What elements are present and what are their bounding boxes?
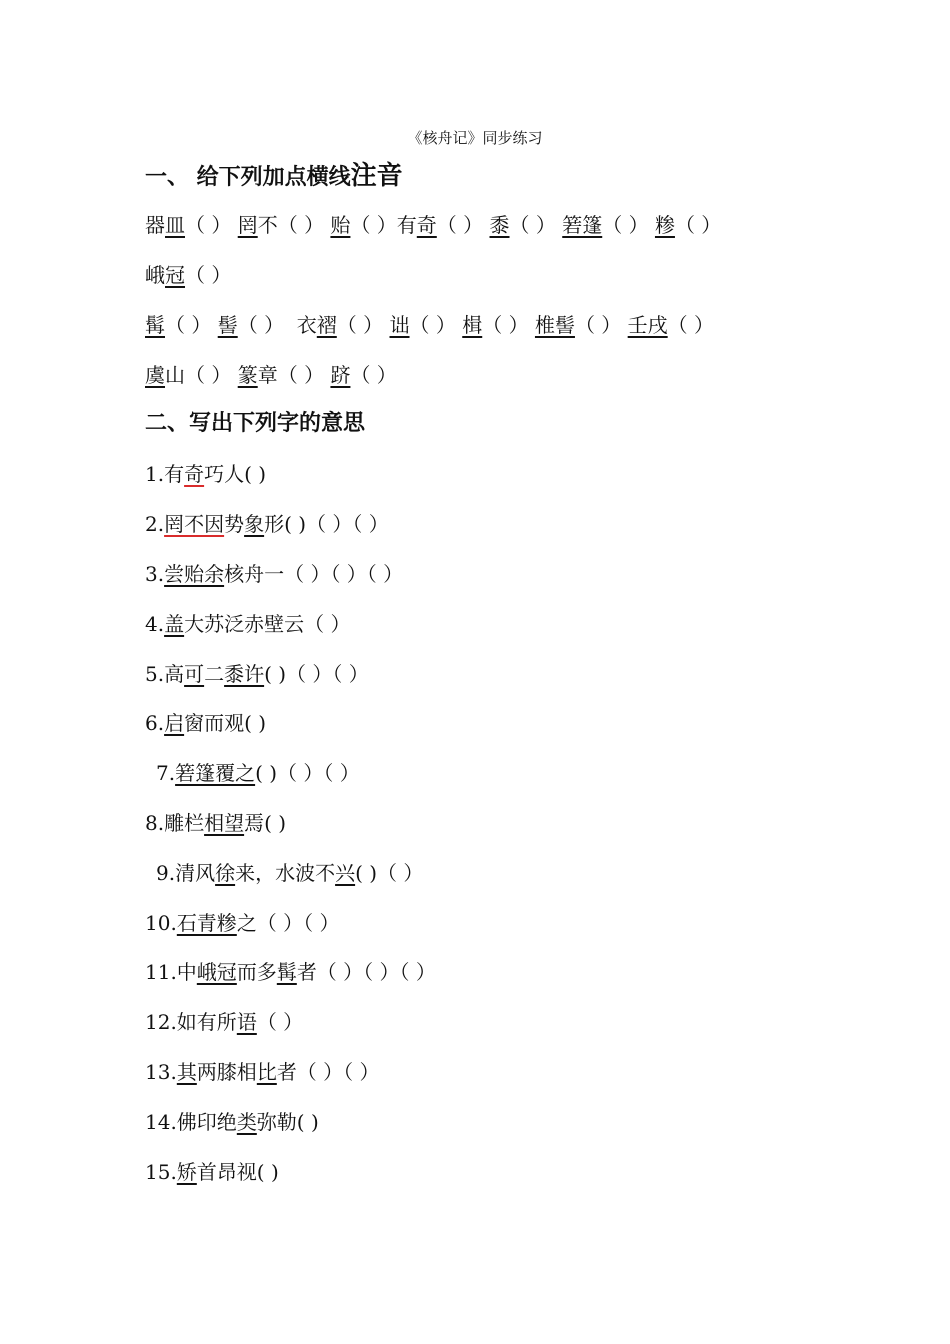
text-fragment: （ ）有 [350,213,417,237]
pinyin-row-1 [145,211,721,239]
text-fragment: （ ） [482,313,529,337]
text-fragment: 章（ ） [257,363,325,387]
text-fragment: （ ） [256,1010,304,1034]
text-fragment: 髻 [217,313,238,337]
text-fragment: （ ） [574,313,622,337]
pinyin-row-3 [145,311,714,339]
text-fragment: 兴 [335,861,356,885]
text-fragment: 楫 [462,313,483,337]
text-fragment: 注音 [350,161,403,191]
text-fragment: 矫 [176,1160,197,1184]
text-fragment: 尝贻余 [164,562,225,586]
text-fragment: 3. [145,562,165,586]
question-7 [156,759,360,787]
text-fragment: 可 [184,662,205,686]
text-fragment: 2. [145,512,165,536]
text-fragment: （ ） [165,313,212,337]
section1-heading [145,162,403,192]
question-3 [145,560,403,588]
text-fragment: 诎 [389,313,410,337]
text-fragment: 4. [145,612,165,636]
text-fragment: 山（ ） [165,363,232,387]
text-fragment: （ ） [509,213,556,237]
text-fragment: 巧人( ) [204,462,267,486]
text-fragment: 者（ ）（ ）（ ） [296,960,436,984]
pinyin-row-4 [145,361,397,389]
question-4 [145,610,350,638]
text-fragment: 罔 [237,213,258,237]
question-11 [145,958,436,986]
text-fragment: 髯 [145,313,165,337]
text-fragment: 二 [204,662,225,686]
text-fragment: 黍许 [224,662,265,686]
question-14 [145,1108,319,1136]
text-fragment: 奇 [416,213,437,237]
text-fragment: 14.佛印绝 [145,1110,237,1134]
text-fragment: 器 [145,213,165,237]
section2-heading: 二、写出下列字的意思 [145,411,366,436]
text-fragment: 1.有 [145,462,185,486]
text-fragment: （ ） [409,313,456,337]
text-fragment: 8.雕栏 [145,811,205,835]
text-fragment: 石青糁 [176,911,237,935]
text-fragment: 两膝相 [196,1060,257,1084]
question-8 [145,809,286,837]
text-fragment: ( )（ ） [355,861,424,885]
text-fragment: 势 [224,512,245,536]
text-fragment: （ ） [336,313,384,337]
text-fragment: 峨 [145,263,165,287]
text-fragment: 15. [145,1160,177,1184]
question-2 [145,510,389,538]
text-fragment: （ ） [602,213,649,237]
text-fragment: 皿 [165,213,185,237]
text-fragment: 而多 [236,960,277,984]
text-fragment: 一、 给下列加点横线 [145,165,351,190]
text-fragment: 语 [236,1010,257,1034]
question-9 [156,859,423,887]
text-fragment: 13. [145,1060,177,1084]
text-fragment: 相望 [204,811,245,835]
text-fragment: （ ） [436,213,484,237]
question-6 [145,709,266,737]
text-fragment: 跻 [330,363,351,387]
text-fragment: 大苏泛赤壁云（ ） [184,612,351,636]
text-fragment: 箬篷 [562,213,603,237]
text-fragment: ( )（ ）（ ） [264,662,369,686]
text-fragment: 9.清风 [156,861,216,885]
text-fragment: 形( )（ ）（ ） [264,512,389,536]
text-fragment: （ ） 衣 [237,313,317,337]
question-5 [145,660,369,688]
text-fragment: 之（ ）（ ） [236,911,340,935]
question-13 [145,1058,380,1086]
text-fragment: 来，水波不 [235,861,336,885]
text-fragment: 黍 [489,213,510,237]
text-fragment: 冠 [165,263,185,287]
text-fragment: 盖 [164,612,185,636]
text-fragment: 糁 [654,213,675,237]
text-fragment: （ ） [674,213,722,237]
text-fragment: 褶 [316,313,337,337]
text-fragment: （ ） [350,363,397,387]
text-fragment: 象 [244,512,265,536]
text-fragment: 椎髻 [534,313,575,337]
text-fragment: （ ） [185,263,232,287]
text-fragment: 核舟一（ ）（ ）（ ） [224,562,404,586]
text-fragment: 比 [256,1060,277,1084]
text-fragment: （ ） [667,313,715,337]
text-fragment: 罔不因 [164,512,225,536]
question-1 [145,460,266,488]
text-fragment: 虞 [145,363,165,387]
text-fragment: 贻 [330,213,351,237]
text-fragment: 不（ ） [257,213,325,237]
text-fragment: （ ） [185,213,232,237]
question-12 [145,1008,303,1036]
text-fragment: 篆 [237,363,258,387]
text-fragment: 启 [164,711,185,735]
question-10 [145,909,340,937]
text-fragment: 箬篷覆之 [175,761,256,785]
text-fragment: 者（ ）（ ） [276,1060,380,1084]
text-fragment: ( )（ ）（ ） [255,761,360,785]
text-fragment: 11.中 [145,960,197,984]
text-fragment: 窗而观( ) [184,711,267,735]
text-fragment: 类 [236,1110,257,1134]
text-fragment: 壬戌 [627,313,668,337]
text-fragment: 6. [145,711,165,735]
text-fragment: 12.如有所 [145,1010,237,1034]
text-fragment: 10. [145,911,177,935]
text-fragment: 焉( ) [244,811,287,835]
text-fragment: 徐 [215,861,236,885]
text-fragment: 奇 [184,462,205,486]
text-fragment: 峨冠 [196,960,237,984]
text-fragment: 首昂视( ) [196,1160,279,1184]
text-fragment: 髯 [276,960,297,984]
text-fragment: 弥勒( ) [256,1110,319,1134]
text-fragment: 5.高 [145,662,185,686]
document-title: 《核舟记》同步练习 [407,129,543,147]
text-fragment: 其 [176,1060,197,1084]
question-15 [145,1158,279,1186]
text-fragment: 7. [156,761,176,785]
pinyin-row-2 [145,261,231,289]
